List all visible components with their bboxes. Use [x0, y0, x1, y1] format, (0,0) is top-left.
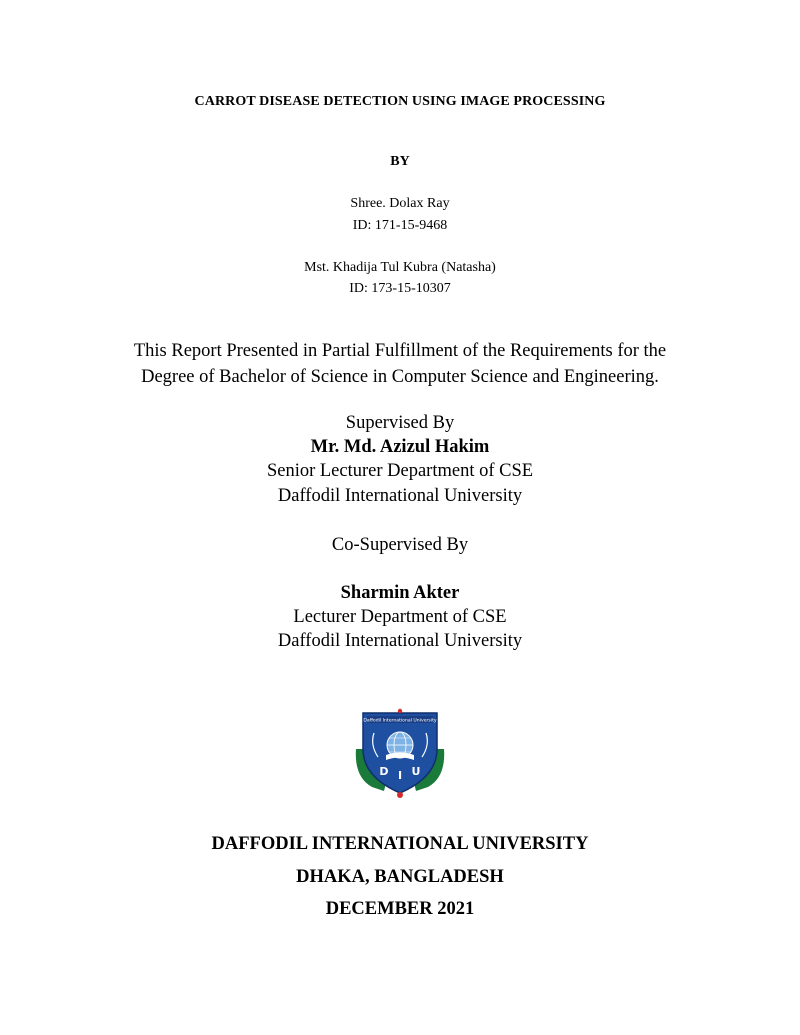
by-label: BY — [390, 154, 410, 169]
university-logo — [350, 705, 450, 801]
supervisor-label: Supervised By — [345, 413, 455, 433]
supervisor-institution: Daffodil International University — [277, 486, 523, 506]
supervisor-title: Senior Lecturer Department of CSE — [266, 461, 534, 481]
purpose-line-2: Degree of Bachelor of Science in Computer Science and Engineering. — [141, 367, 659, 387]
university-name: DAFFODIL INTERNATIONAL UNIVERSITY — [211, 834, 589, 854]
co-supervisor-name: Sharmin Akter — [340, 583, 460, 603]
supervisor-name: Mr. Md. Azizul Hakim — [310, 437, 490, 457]
author-2-id: ID: 173-15-10307 — [349, 281, 451, 296]
logo-letter-d: D — [379, 765, 389, 778]
author-2-name: Mst. Khadija Tul Kubra (Natasha) — [304, 260, 496, 275]
purpose-line-1: This Report Presented in Partial Fulfillment of the Requirements for the — [133, 341, 667, 361]
co-supervisor-institution: Daffodil International University — [277, 631, 523, 651]
location: DHAKA, BANGLADESH — [296, 867, 504, 887]
logo-banner-text: Daffodil International University — [363, 718, 437, 724]
submission-date: DECEMBER 2021 — [325, 899, 475, 919]
author-1-name: Shree. Dolax Ray — [350, 196, 450, 211]
logo-letter-u: U — [411, 765, 421, 778]
co-supervisor-label: Co-Supervised By — [331, 535, 469, 555]
author-1-id: ID: 171-15-9468 — [352, 218, 448, 233]
co-supervisor-title: Lecturer Department of CSE — [293, 607, 507, 627]
thesis-title: CARROT DISEASE DETECTION USING IMAGE PROCESSING — [194, 94, 606, 109]
logo-letter-i: I — [397, 769, 403, 782]
